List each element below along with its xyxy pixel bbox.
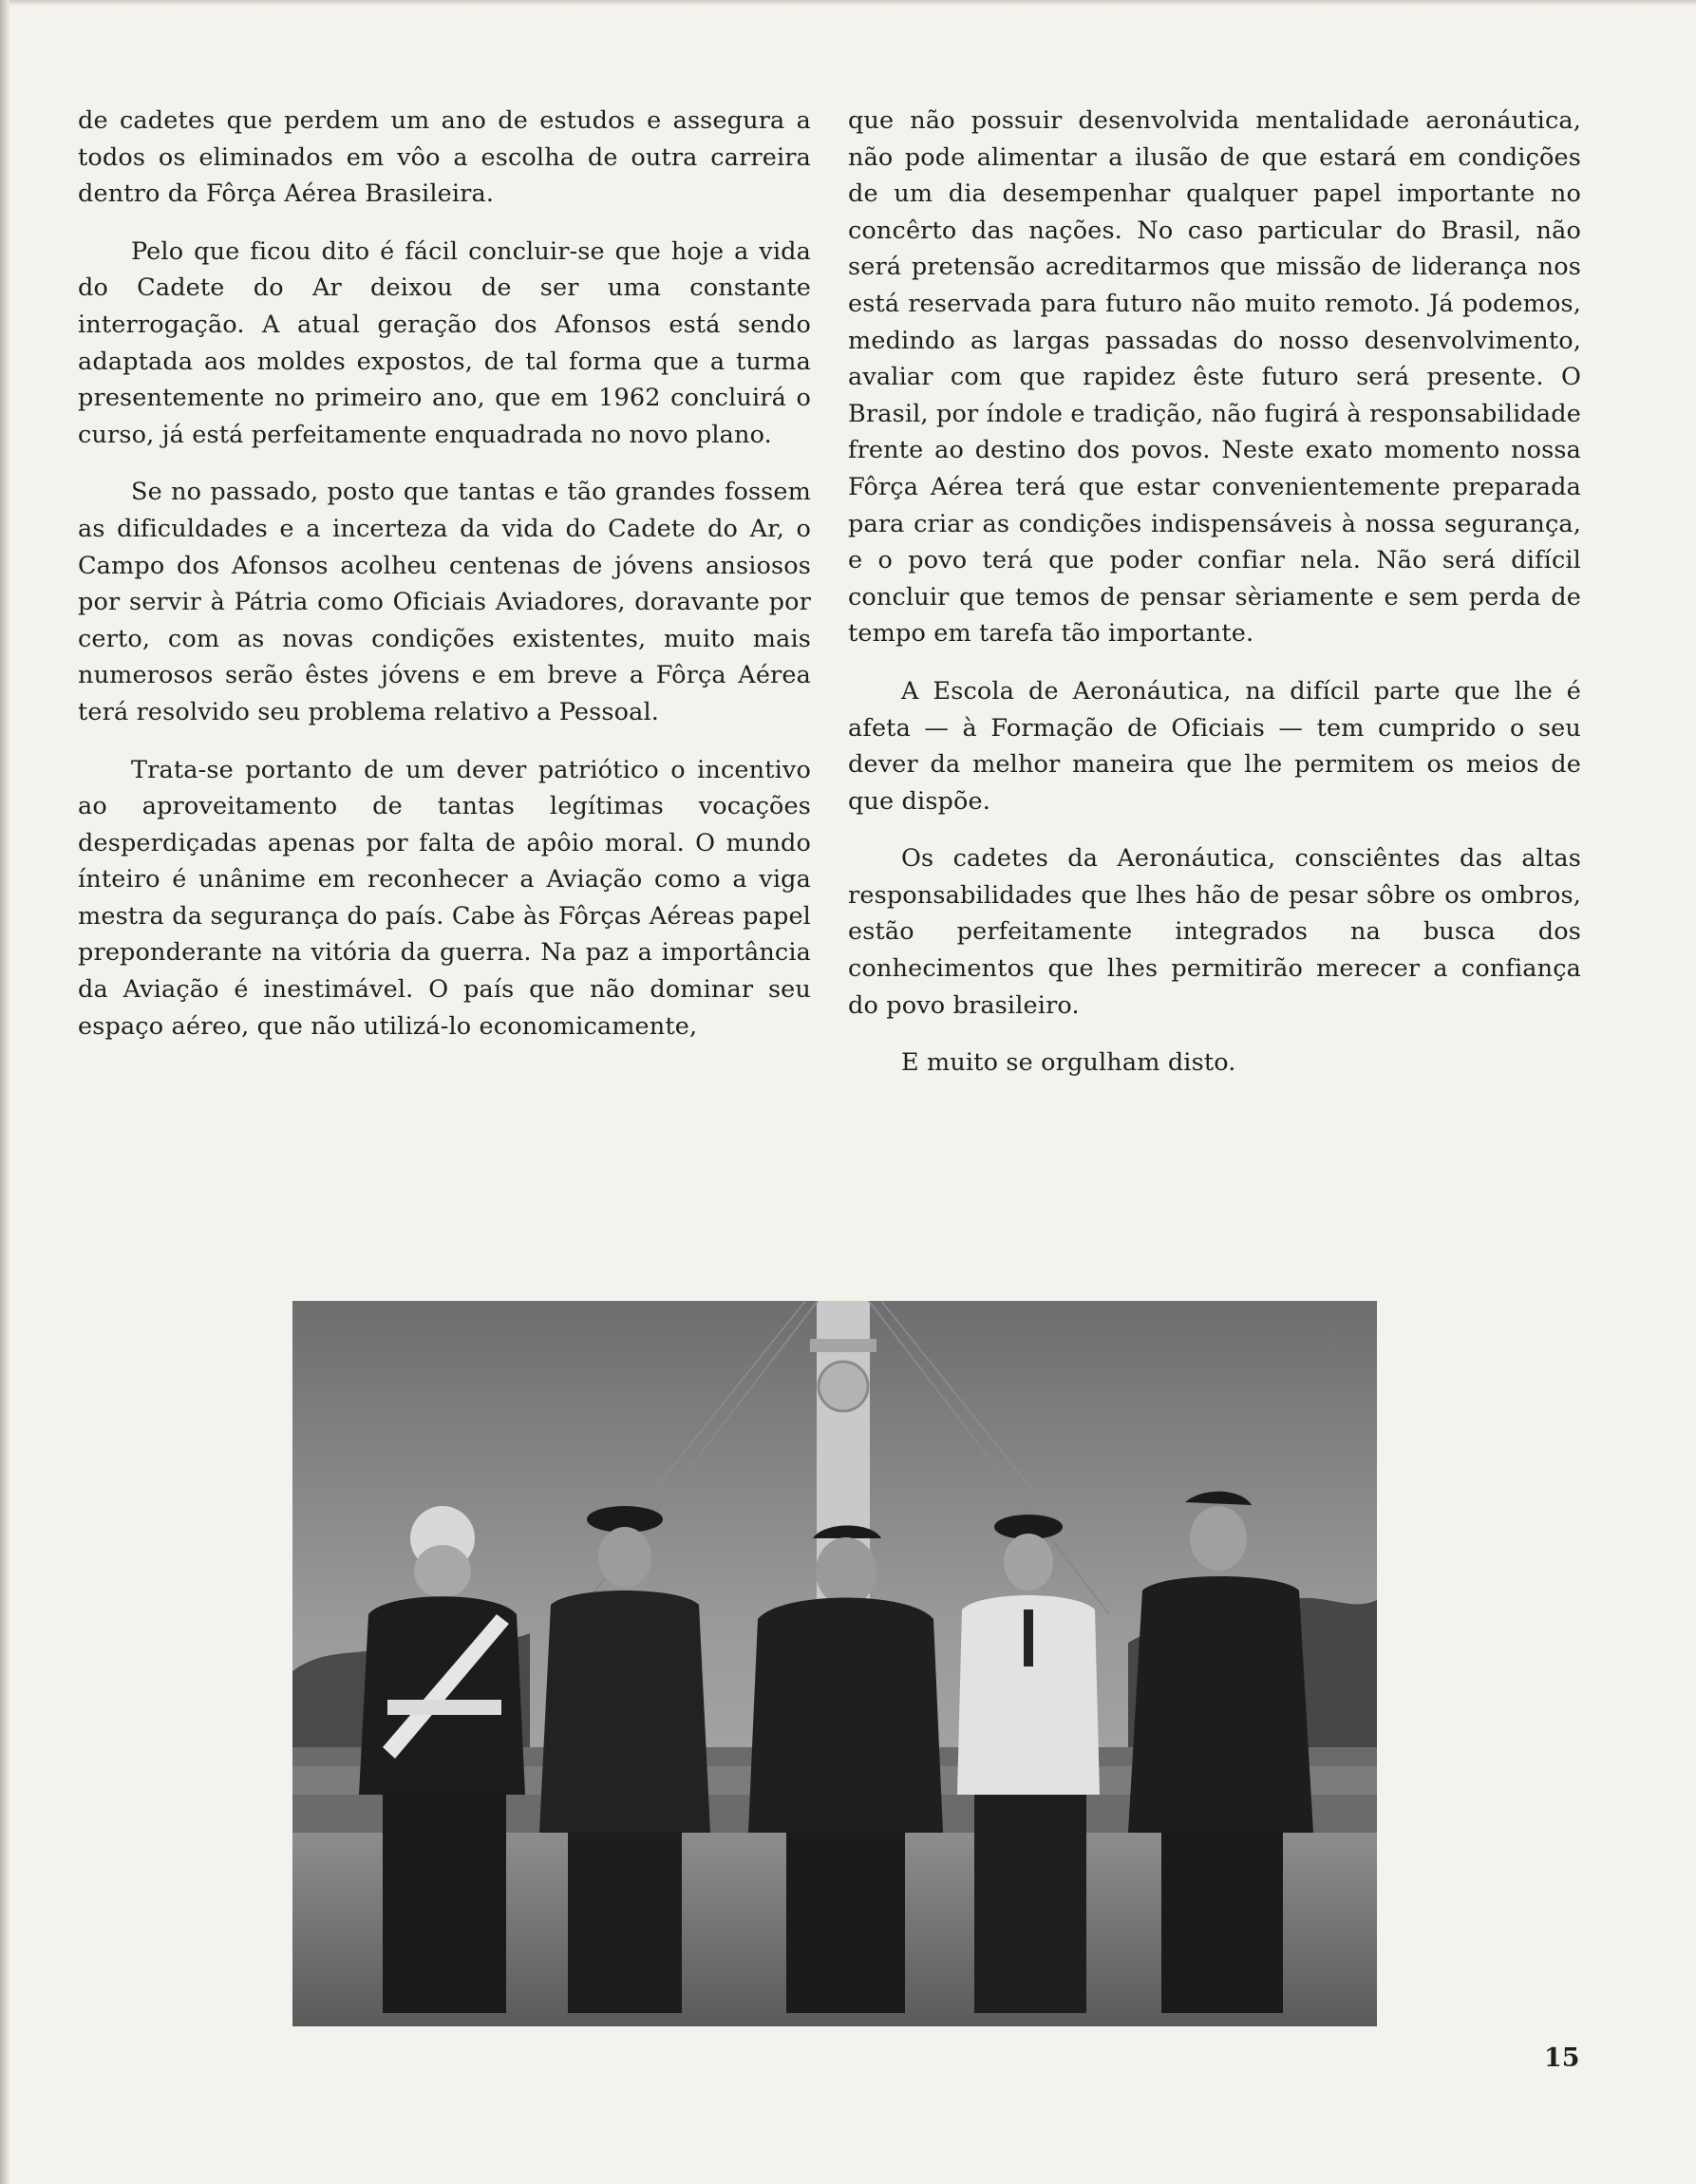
cadets-photograph-illustration	[292, 1301, 1377, 2026]
page-left-edge	[0, 0, 9, 2184]
page-number: 15	[1544, 2043, 1580, 2073]
left-paragraph-2: Pelo que ficou dito é fácil concluir-se que hoje a vida do Cadete do Ar deixou de ser uma constante interrogação. A atual geração dos Afonsos está sendo adaptada aos moldes expostos, de tal forma que a turma presentemente no primeiro ano, que em 1962 concluirá o curso, já está perfeitamente enquadrada no novo plano.	[78, 236, 811, 449]
cadets-photograph	[292, 1301, 1377, 2026]
right-paragraph-1: que não possuir desenvolvida mentalidade aeronáutica, não pode alimentar a ilusão de que estará em condições de um dia desempenhar qualquer papel importante no concêrto das nações. No caso particular do Brasil, não será pretensão acreditarmos que missão de liderança nos está reservada para futuro não muito remoto. Já podemos, medindo as largas passadas do nosso desenvolvimento, avaliar com que rapidez êste futuro será presente. O Brasil, por índole e tradição, não fugirá à responsabilidade frente ao destino dos povos. Neste exato momento nossa Fôrça Aérea terá que estar convenientemente preparada para criar as condições indispensáveis à nossa segurança, e o povo terá que poder confiar nela. Não será difícil concluir que temos de pensar sèriamente e sem perda de tempo em tarefa tão importante.	[848, 106, 1581, 649]
left-paragraph-3: Se no passado, posto que tantas e tão grandes fossem as dificuldades e a incerteza da vida do Cadete do Ar, o Campo dos Afonsos acolheu centenas de jóvens ansiosos por servir à Pátria como Oficiais Aviadores, doravante por certo, com as novas condições existentes, muito mais numerosos serão êstes jóvens e em breve a Fôrça Aérea terá resolvido seu problema relativo a Pessoal.	[78, 478, 811, 726]
left-text-column	[78, 103, 811, 1065]
right-text-column	[848, 103, 1581, 1102]
left-paragraph-1: de cadetes que perdem um ano de estudos e assegura a todos os eliminados em vôo a escolha de outra carreira dentro da Fôrça Aérea Brasileira.	[78, 106, 811, 209]
right-paragraph-4: E muito se orgulham disto.	[901, 1048, 1236, 1078]
right-paragraph-3: Os cadetes da Aeronáutica, consciêntes das altas responsabilidades que lhes hão de pesar sôbre os ombros, estão perfeitamente integrados na busca dos conhecimentos que lhes permitirão merecer a confiança do povo brasileiro.	[848, 844, 1581, 1020]
page-top-edge	[0, 0, 1696, 6]
left-paragraph-4: Trata-se portanto de um dever patriótico o incentivo ao aproveitamento de tantas legítimas vocações desperdiçadas apenas por falta de apôio moral. O mundo ínteiro é unânime em reconhecer a Aviação como a viga mestra da segurança do país. Cabe às Fôrças Aéreas papel preponderante na vitória da guerra. Na paz a importância da Aviação é inestimável. O país que não dominar seu espaço aéreo, que não utilizá-lo economicamente,	[78, 755, 811, 1041]
right-paragraph-2: A Escola de Aeronáutica, na difícil parte que lhe é afeta — à Formação de Oficiais — tem cumprido o seu dever da melhor maneira que lhe permitem os meios de que dispõe.	[848, 676, 1581, 816]
